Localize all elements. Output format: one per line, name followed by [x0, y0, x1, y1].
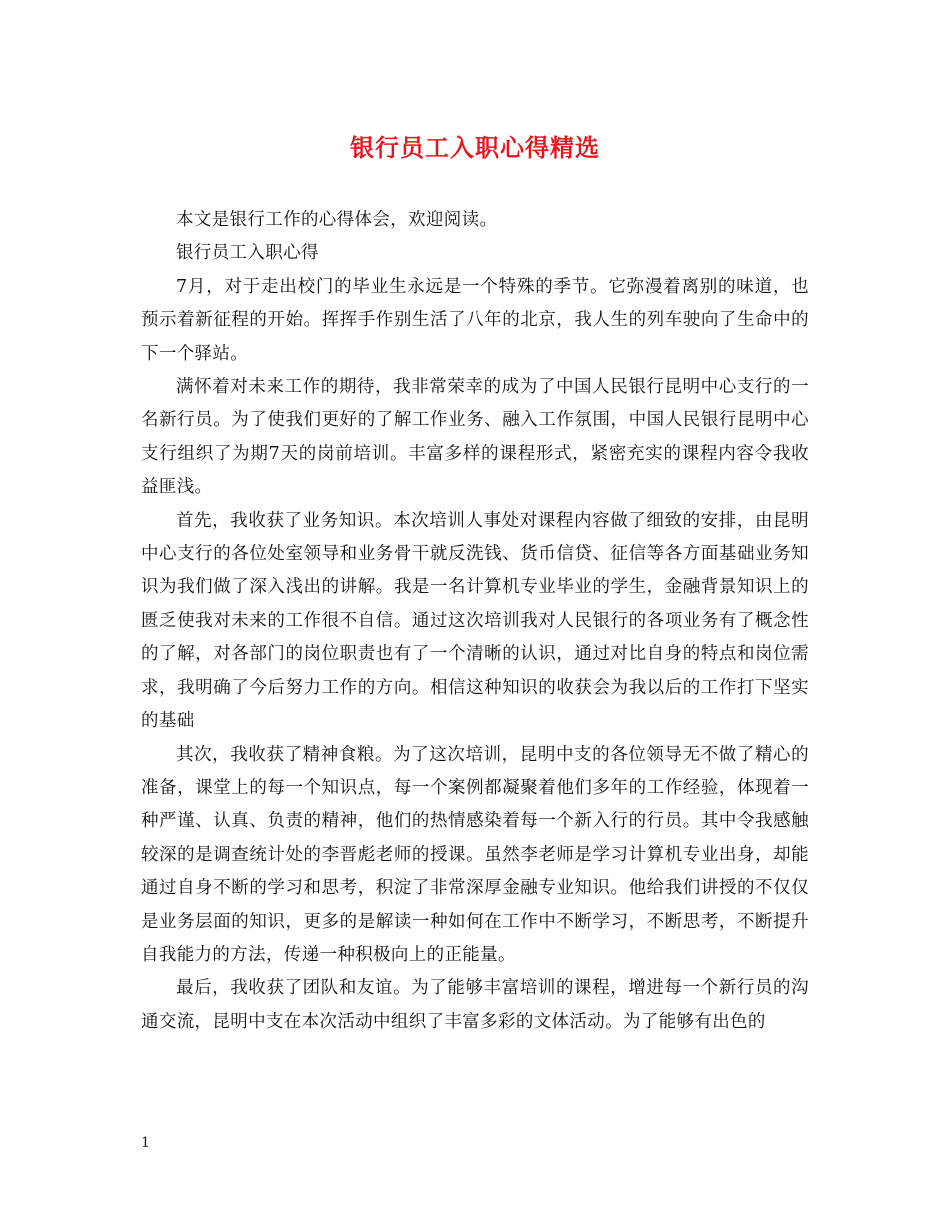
paragraph-last: 最后，我收获了团队和友谊。为了能够丰富培训的课程，增进每一个新行员的沟通交流，昆明中支在本次活动中组织了丰富多彩的文体活动。为了能够有出色的	[141, 978, 809, 1032]
document-body	[141, 204, 809, 1039]
paragraph-expectation: 满怀着对未来工作的期待，我非常荣幸的成为了中国人民银行昆明中心支行的一名新行员。为了使我们更好的了解工作业务、融入工作氛围，中国人民银行昆明中心支行组织了为期7天的岗前培训。丰富多样的课程形式，紧密充实的课程内容令我收益匪浅。	[141, 377, 809, 498]
page-number: 1	[141, 1135, 150, 1151]
paragraph-subtitle: 银行员工入职心得	[176, 243, 319, 264]
paragraph-intro: 本文是银行工作的心得体会，欢迎阅读。	[176, 210, 498, 230]
paragraph-second: 其次，我收获了精神食粮。为了这次培训，昆明中支的各位领导无不做了精心的准备，课堂上的每一个知识点，每一个案例都凝聚着他们多年的工作经验，体现着一种严谨、认真、负责的精神，他们的热情感染着每一个新入行的行员。其中令我感触较深的是调查统计处的李晋彪老师的授课。虽然李老师是学习计算机专业出身，却能通过自身不断的学习和思考，积淀了非常深厚金融专业知识。他给我们讲授的不仅仅是业务层面的知识，更多的是解读一种如何在工作中不断学习，不断思考，不断提升自我能力的方法，传递一种积极向上的正能量。	[141, 744, 809, 965]
document-title: 银行员工入职心得精选	[350, 133, 600, 162]
paragraph-july: 7月，对于走出校门的毕业生永远是一个特殊的季节。它弥漫着离别的味道，也预示着新征程的开始。挥挥手作别生活了八年的北京，我人生的列车驶向了生命中的下一个驿站。	[141, 276, 809, 364]
paragraph-first: 首先，我收获了业务知识。本次培训人事处对课程内容做了细致的安排，由昆明中心支行的各位处室领导和业务骨干就反洗钱、货币信贷、征信等各方面基础业务知识为我们做了深入浅出的讲解。我是一名计算机专业毕业的学生，金融背景知识上的匮乏使我对未来的工作很不自信。通过这次培训我对人民银行的各项业务有了概念性的了解，对各部门的岗位职责也有了一个清晰的认识，通过对比自身的特点和岗位需求，我明确了今后努力工作的方向。相信这种知识的收获会为我以后的工作打下坚实的基础	[141, 510, 809, 732]
